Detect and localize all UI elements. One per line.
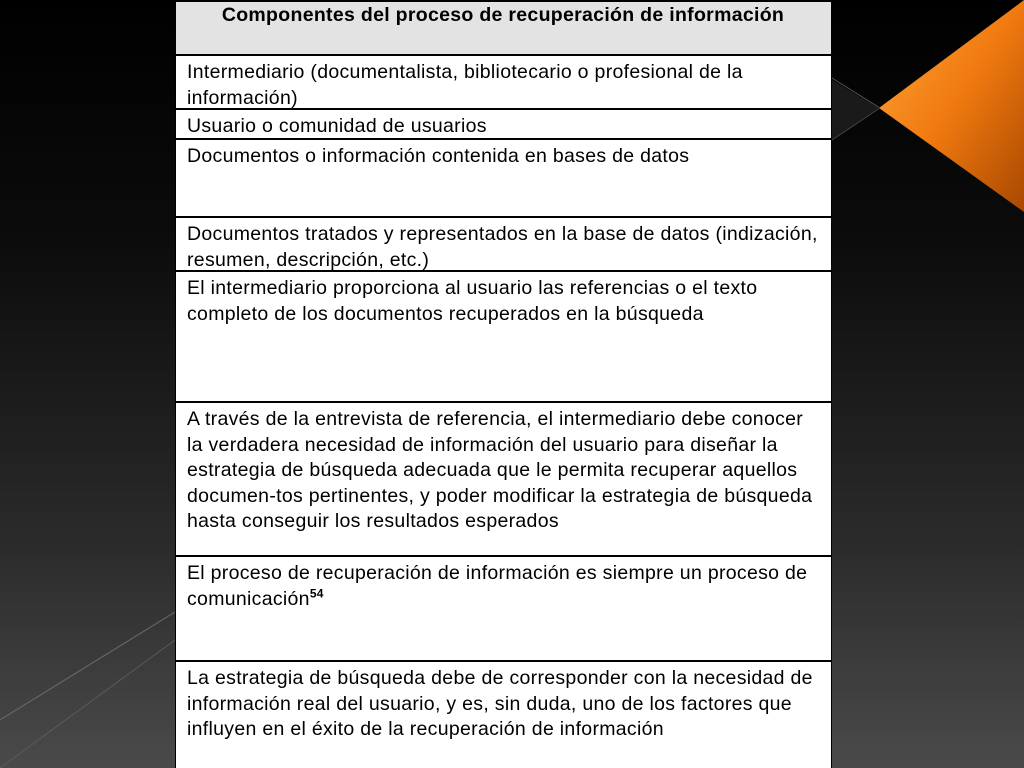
table-row xyxy=(176,140,831,218)
table-row xyxy=(176,218,831,272)
table-row xyxy=(176,557,831,662)
row-text: La estrategia de búsqueda debe de corresponder con la necesidad de información real del usuario, y es, sin duda, uno de los factores que influyen en el éxito de la recuperación de información xyxy=(187,667,813,740)
dark-facet-shape xyxy=(832,80,879,140)
table-row xyxy=(176,662,831,768)
table-header-text: Componentes del proceso de recuperación de información xyxy=(221,4,785,26)
table-row xyxy=(176,56,831,110)
footnote-ref: 54 xyxy=(309,586,324,600)
row-text: Documentos o información contenida en bases de datos xyxy=(187,145,690,167)
row-text: A través de la entrevista de referencia, el intermediario debe conocer la verdadera necesidad de información del usuario para diseñar la estrategia de búsqueda adecuada que le permita recuperar aquellos documen-tos pertinentes, y poder modificar la estrategia de búsqueda hasta conseguir los resultados esperados xyxy=(187,408,813,532)
row-text: Intermediario (documentalista, bibliotecario o profesional de la información) xyxy=(187,61,743,109)
row-text: Usuario o comunidad de usuarios xyxy=(187,115,487,137)
row-text: El intermediario proporciona al usuario las referencias o el texto completo de los documentos recuperados en la búsqueda xyxy=(187,277,758,325)
table-header xyxy=(176,0,831,56)
row-text: El proceso de recuperación de información es siempre un proceso de comunicación xyxy=(187,562,808,610)
table-row xyxy=(176,403,831,557)
components-table xyxy=(175,0,832,768)
orange-accent-shape xyxy=(879,0,1024,212)
row-text: Documentos tratados y representados en la base de datos (indización, resumen, descripción, etc.) xyxy=(187,223,818,271)
table-row xyxy=(176,110,831,140)
table-row xyxy=(176,272,831,403)
